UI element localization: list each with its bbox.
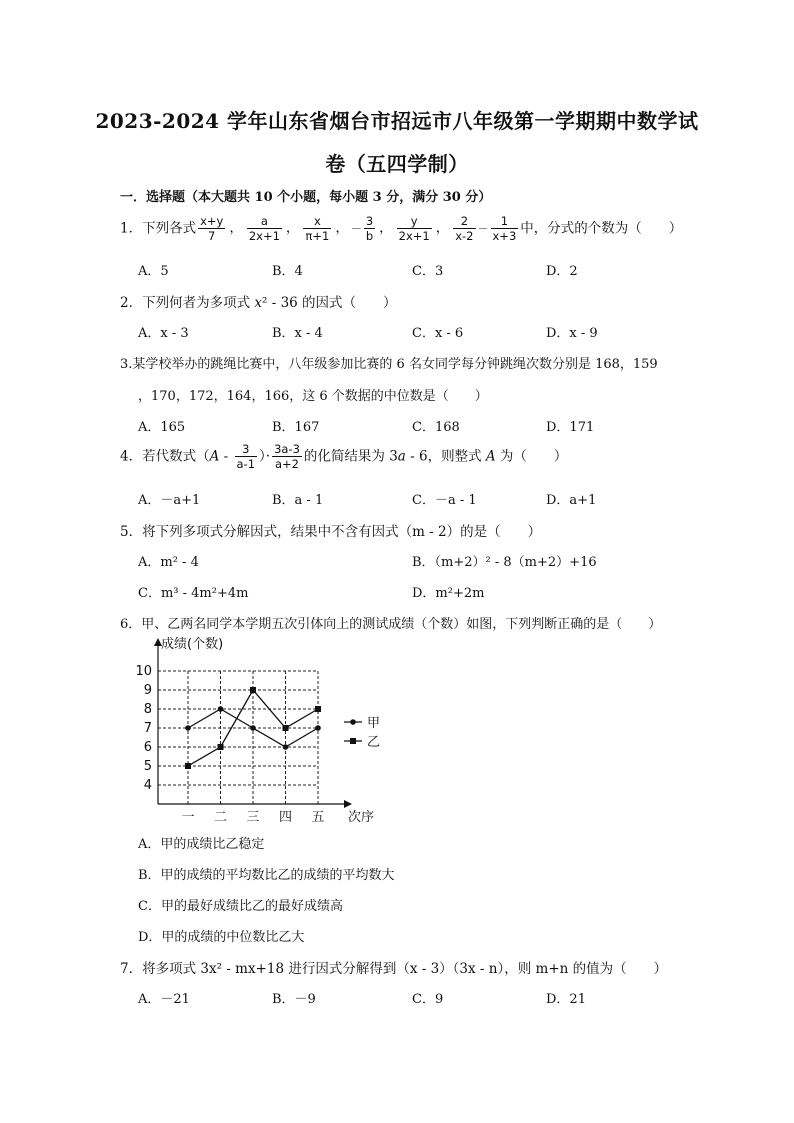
q6-option-c[interactable]: C．甲的最好成绩比乙的最好成绩高	[138, 899, 343, 914]
q2-text-a: 2．下列何者为多项式	[120, 295, 255, 311]
q1-f3-den: π+1	[305, 229, 330, 244]
q2-option-b[interactable]: B．x - 4	[272, 326, 323, 341]
q1-comma: ，	[335, 220, 349, 237]
x-tick-label: 三	[246, 810, 260, 825]
q1-f2-num: a	[247, 214, 282, 229]
q5-option-a[interactable]: A．m² - 4	[138, 555, 199, 570]
question-1	[120, 214, 682, 244]
q1-f4-den: b	[365, 229, 374, 244]
section-heading: 一．选择题（本大题共 10 个小题，每小题 3 分，满分 30 分）	[120, 190, 492, 205]
q1-f6-num: 2	[453, 214, 475, 229]
q1-option-a[interactable]: A．5	[138, 264, 169, 279]
q6-option-d[interactable]: D．甲的成绩的中位数比乙大	[138, 930, 305, 945]
q4-suffix-a: 的化简结果为 3	[303, 448, 398, 465]
question-6: 6．甲、乙两名同学本学期五次引体向上的测试成绩（个数）如图，下列判断正确的是（ ）	[120, 617, 662, 632]
data-point-square	[185, 763, 191, 769]
q4-close-paren: ）	[259, 448, 266, 465]
data-point-square	[250, 687, 256, 693]
q1-comma: ，	[285, 220, 300, 237]
q1-f3-num: x	[303, 214, 331, 229]
data-point-circle	[250, 725, 256, 731]
line-chart	[128, 632, 388, 827]
chart-legend	[344, 716, 380, 750]
q1-comma: ，	[379, 220, 393, 237]
page-title-line1: 2023-2024 学年山东省烟台市招远市八年级第一学期期中数学试	[95, 109, 699, 133]
data-point-circle	[185, 725, 191, 731]
q1-option-d[interactable]: D．2	[546, 264, 578, 279]
q4-option-d[interactable]: D．a+1	[546, 493, 597, 508]
question-3-line2: ，170，172，164，166，这 6 个数据的中位数是（ ）	[138, 389, 488, 404]
q4-suffix-b: - 6，则整式	[405, 448, 486, 465]
question-4	[120, 442, 567, 472]
x-tick-label: 四	[278, 810, 293, 825]
x-tick-label: 二	[213, 810, 228, 825]
y-tick-label: 6	[143, 740, 152, 755]
q1-fraction-4	[364, 214, 375, 244]
q3-option-c[interactable]: C．168	[412, 420, 460, 435]
q1-prefix: 1．下列各式	[120, 220, 197, 237]
q5-option-d[interactable]: D．m²+2m	[412, 586, 485, 601]
q1-fraction-2	[247, 214, 282, 244]
q1-comma: ，	[229, 220, 243, 237]
legend-marker-square	[350, 738, 356, 744]
q1-f7-num: 1	[491, 214, 519, 229]
q2-option-a[interactable]: A．x - 3	[138, 326, 189, 341]
q4-var-A2: A	[485, 448, 496, 465]
y-tick-label: 4	[143, 778, 152, 793]
q1-f1-num: x+y	[200, 214, 224, 228]
data-point-circle	[315, 725, 321, 731]
q4-f1-num: 3	[235, 442, 258, 457]
x-tick-label: 五	[311, 810, 325, 825]
q1-suffix: 中，分式的个数为（ ）	[520, 220, 683, 237]
q1-minus-sign: －	[477, 222, 489, 236]
q6-option-b[interactable]: B．甲的成绩的平均数比乙的成绩的平均数大	[138, 868, 395, 883]
data-point-square	[315, 706, 321, 712]
q5-option-b[interactable]: B．（m+2）² - 8（m+2）+16	[412, 555, 597, 570]
q2-text-c: ² - 36 的因式（ ）	[262, 295, 397, 311]
data-point-circle	[218, 706, 224, 712]
y-tick-label: 8	[143, 702, 152, 717]
q3-option-d[interactable]: D．171	[546, 420, 595, 435]
q4-minus: -	[219, 448, 233, 465]
q1-fraction-7	[491, 214, 519, 244]
q2-option-d[interactable]: D．x - 9	[546, 326, 598, 341]
data-point-square	[283, 725, 289, 731]
q1-f5-num: y	[397, 214, 432, 229]
q4-option-c[interactable]: C．－a - 1	[412, 493, 477, 508]
question-2	[120, 291, 397, 311]
q1-neg-sign: －	[350, 222, 362, 236]
q1-fraction-1	[198, 214, 225, 244]
chart-y-axis-label: 成绩(个数)	[161, 637, 224, 652]
x-tick-label: 一	[181, 810, 195, 825]
q4-var-a: a	[397, 448, 406, 465]
y-tick-label: 10	[135, 664, 152, 679]
q1-f4-num: 3	[365, 214, 374, 228]
q4-f2-den: a+2	[274, 457, 299, 472]
q1-f2-den: 2x+1	[248, 229, 280, 244]
chart-grid	[158, 671, 318, 804]
question-7: 7．将多项式 3x² - mx+18 进行因式分解得到（x - 3）（3x - n），则 m+n 的值为（ ）	[120, 961, 668, 977]
data-point-circle	[283, 744, 289, 750]
q4-f2-num: 3a-3	[274, 442, 300, 456]
legend-label: 甲	[367, 716, 381, 731]
q1-option-c[interactable]: C．3	[412, 264, 444, 279]
q4-dot: ·	[265, 448, 271, 465]
q7-option-c[interactable]: C．9	[412, 992, 444, 1007]
q2-var-x: x	[254, 295, 263, 311]
q5-option-c[interactable]: C．m³ - 4m²+4m	[138, 586, 249, 601]
q4-var-A: A	[209, 448, 220, 465]
q7-option-a[interactable]: A．－21	[138, 992, 190, 1007]
legend-label: 乙	[367, 735, 381, 750]
q3-option-b[interactable]: B．167	[272, 420, 320, 435]
q1-f1-den: 7	[208, 229, 216, 244]
q1-fraction-6	[453, 214, 475, 244]
q7-option-d[interactable]: D．21	[546, 992, 586, 1007]
page-title-line2: 卷（五四学制）	[325, 152, 469, 176]
q1-comma: ，	[435, 220, 450, 237]
y-tick-label: 5	[143, 759, 152, 774]
q1-fraction-3	[303, 214, 331, 244]
q4-option-a[interactable]: A．－a+1	[138, 493, 201, 508]
data-point-square	[218, 744, 224, 750]
y-tick-label: 7	[143, 721, 152, 736]
x-axis-arrow	[344, 800, 352, 808]
q4-prefix: 4．若代数式（	[120, 448, 210, 465]
q4-fraction-1	[235, 442, 258, 472]
question-5: 5．将下列多项式分解因式，结果中不含有因式（m - 2）的是（ ）	[120, 524, 542, 540]
q4-option-b[interactable]: B．a - 1	[272, 493, 324, 508]
legend-marker-circle	[350, 719, 356, 725]
chart-x-axis-label: 次序	[348, 810, 375, 825]
q1-f7-den: x+3	[492, 229, 517, 244]
q4-f1-den: a-1	[236, 457, 256, 472]
y-tick-label: 9	[143, 683, 152, 698]
q1-option-b[interactable]: B．4	[272, 264, 303, 279]
q1-f5-den: 2x+1	[398, 229, 430, 244]
q1-fraction-5	[397, 214, 432, 244]
q3-option-a[interactable]: A．165	[138, 420, 186, 435]
q7-option-b[interactable]: B．－9	[272, 992, 316, 1007]
question-3-line1: 3.某学校举办的跳绳比赛中，八年级参加比赛的 6 名女同学每分钟跳绳次数分别是 168，159	[120, 357, 658, 372]
q2-option-c[interactable]: C．x - 6	[412, 326, 464, 341]
chart-axes	[135, 638, 352, 825]
q4-fraction-2	[272, 442, 302, 472]
q1-f6-den: x-2	[455, 229, 474, 244]
q4-suffix-c: 为（ ）	[495, 448, 568, 465]
q6-option-a[interactable]: A．甲的成绩比乙稳定	[138, 837, 265, 852]
